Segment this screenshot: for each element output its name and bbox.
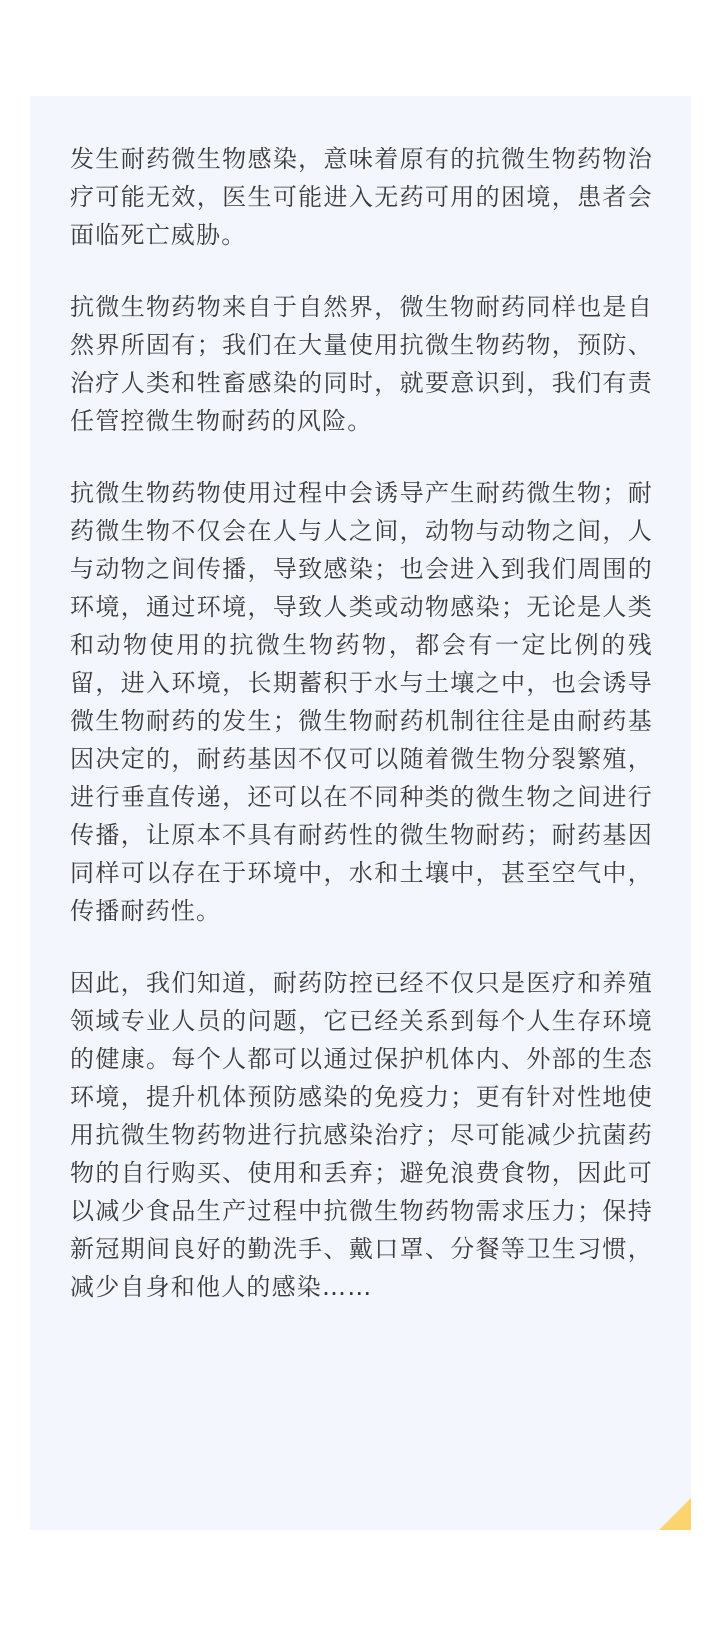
paragraph-3: 抗微生物药物使用过程中会诱导产生耐药微生物；耐药微生物不仅会在人与人之间，动物与动物之间，人与动物之间传播，导致感染；也会进入到我们周围的环境，通过环境，导致人类或动物感染；无论是人类和动物使用的抗微生物药物，都会有一定比例的残留，进入环境，长期蓄积于水与土壤之中，也会诱导微生物耐药的发生；微生物耐药机制往往是由耐药基因决定的，耐药基因不仅可以随着微生物分裂繁殖，进行垂直传递，还可以在不同种类的微生物之间进行传播，让原本不具有耐药性的微生物耐药；耐药基因同样可以存在于环境中，水和土壤中，甚至空气中，传播耐药性。	[70, 479, 653, 925]
paragraph-1: 发生耐药微生物感染，意味着原有的抗微生物药物治疗可能无效，医生可能进入无药可用的困境，患者会面临死亡威胁。	[70, 145, 653, 249]
article-card	[30, 96, 691, 1530]
paragraph-4: 因此，我们知道，耐药防控已经不仅只是医疗和养殖领域专业人员的问题，它已经关系到每个人生存环境的健康。每个人都可以通过保护机体内、外部的生态环境，提升机体预防感染的免疫力；更有针对性地使用抗微生物药物进行抗感染治疗；尽可能减少抗菌药物的自行购买、使用和丢弃；避免浪费食物，因此可以减少食品生产过程中抗微生物药物需求压力；保持新冠期间良好的勤洗手、戴口罩、分餐等卫生习惯，减少自身和他人的感染……	[70, 969, 653, 1301]
corner-accent-decoration	[659, 1498, 691, 1530]
paragraph-2: 抗微生物药物来自于自然界，微生物耐药同样也是自然界所固有；我们在大量使用抗微生物药物，预防、治疗人类和牲畜感染的同时，就要意识到，我们有责任管控微生物耐药的风险。	[70, 293, 653, 435]
